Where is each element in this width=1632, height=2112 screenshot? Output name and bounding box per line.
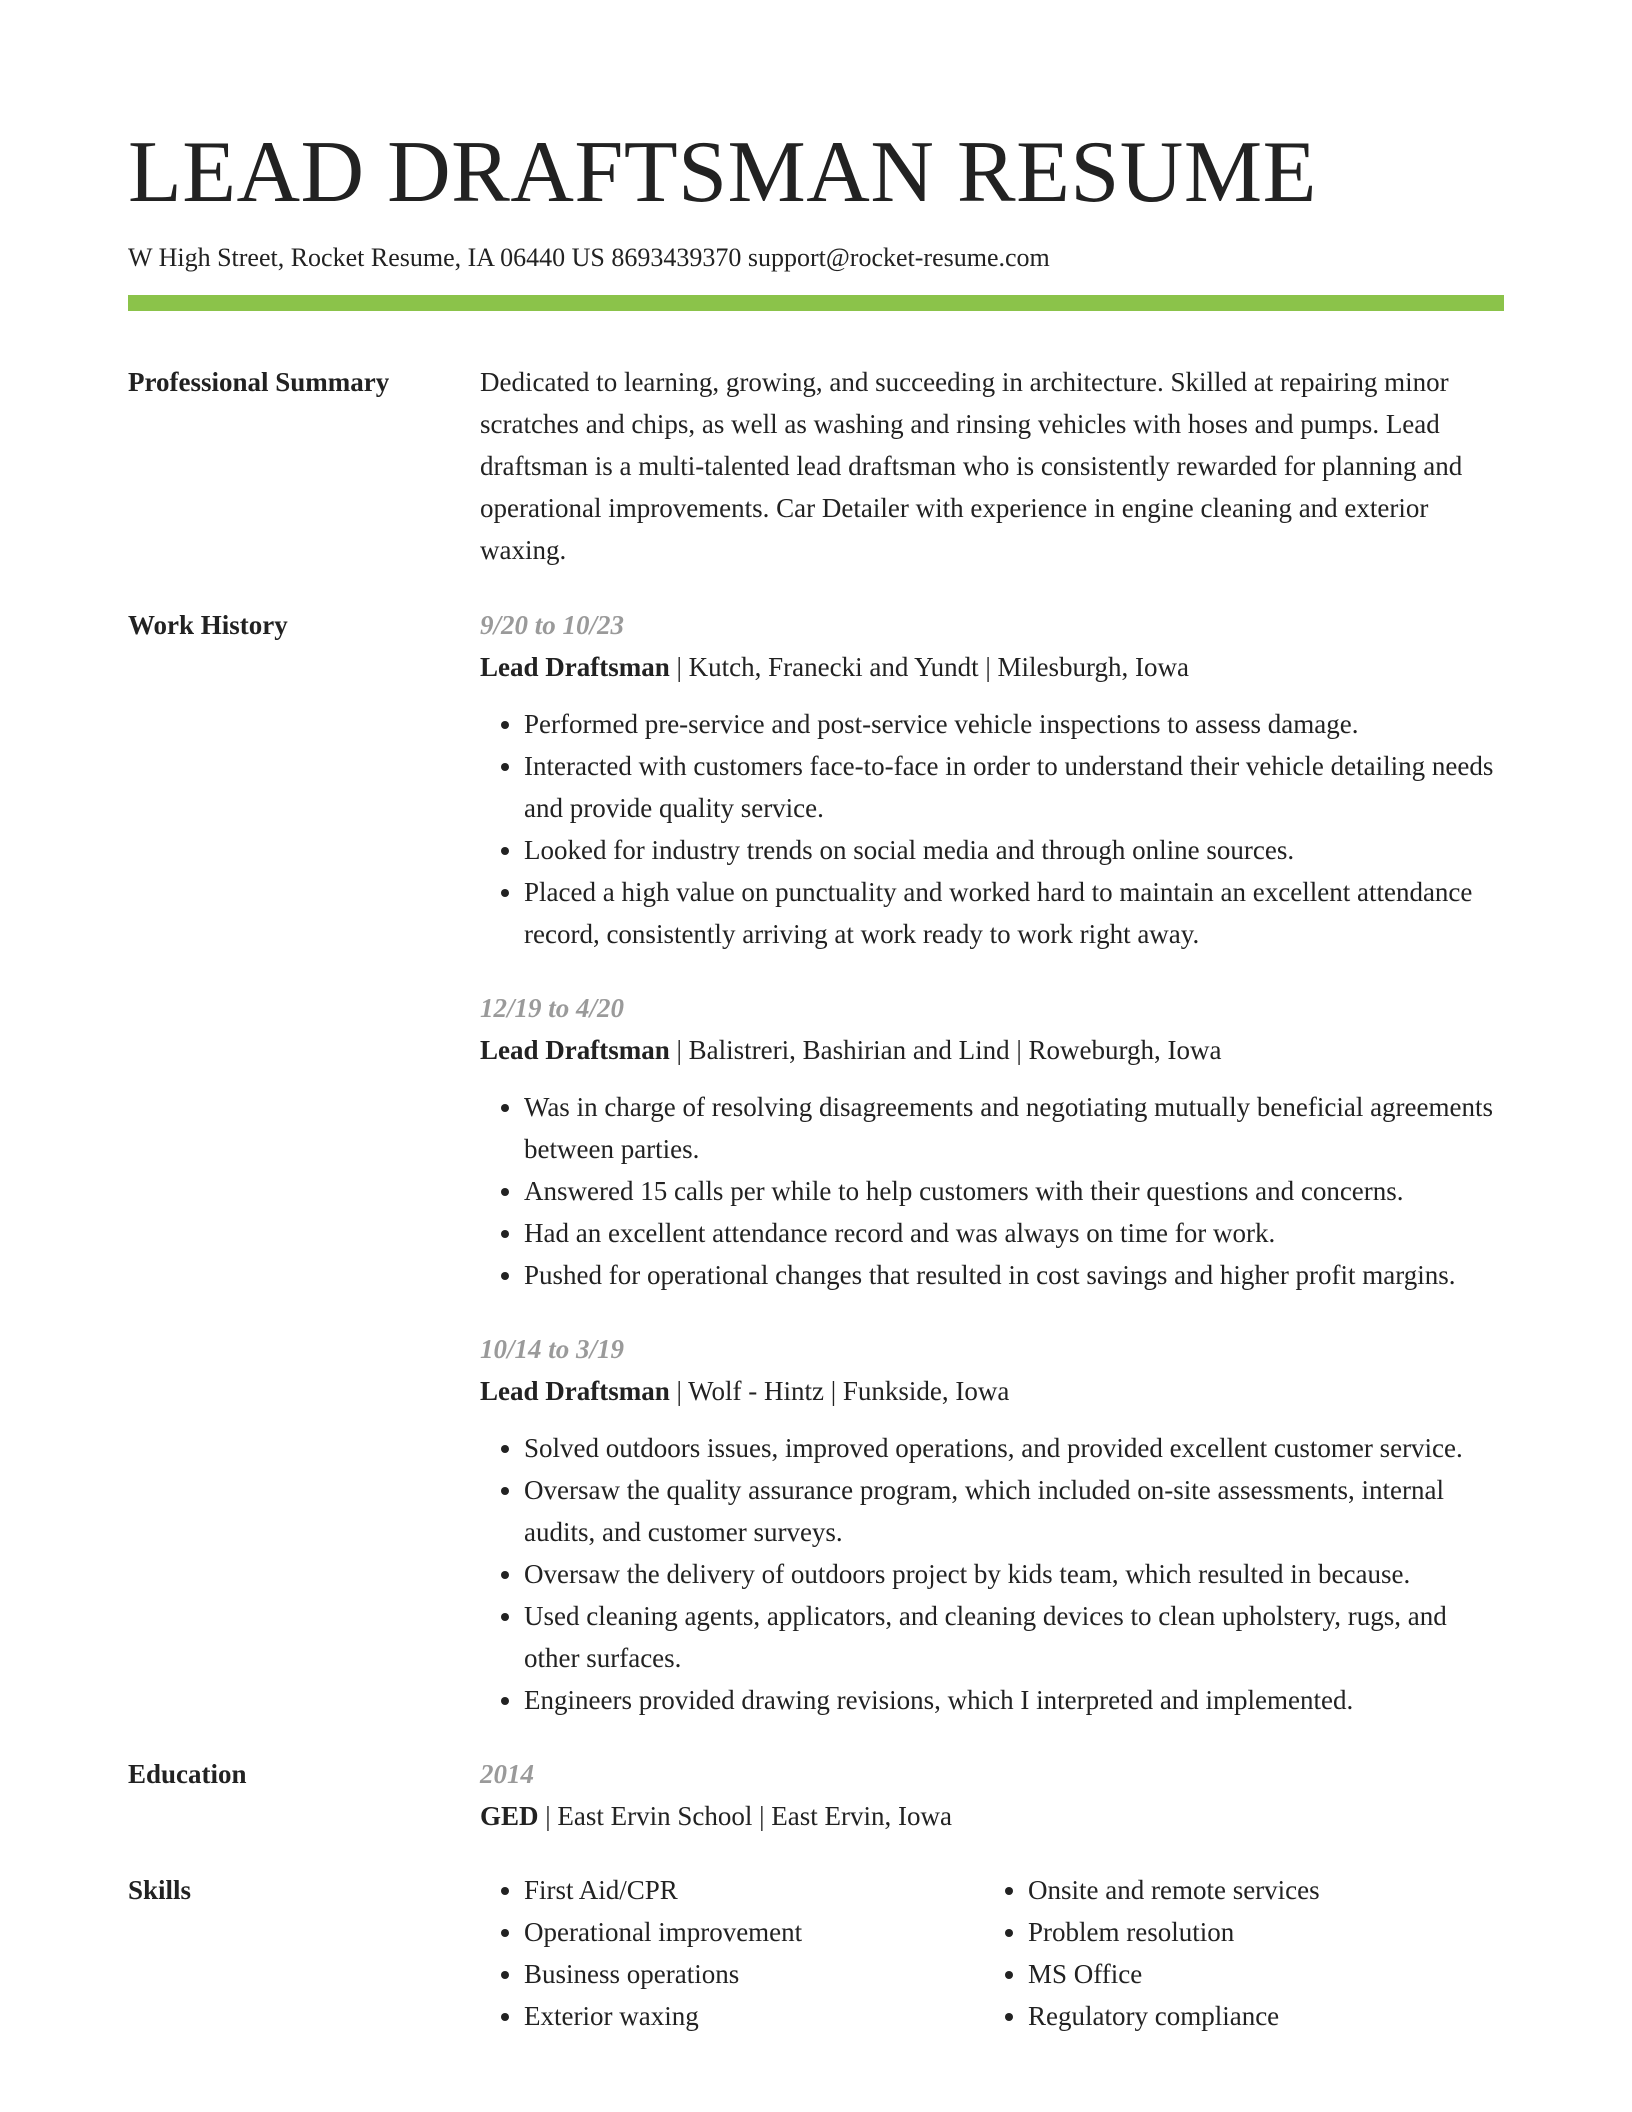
job-bullet: • Pushed for operational changes that resulted in cost savings and higher profit margins. (524, 1254, 1504, 1296)
skills-label: Skills (128, 1875, 192, 1905)
job-bullet: • Oversaw the delivery of outdoors project by kids team, which resulted in because. (524, 1553, 1504, 1595)
job-bullet: • Engineers provided drawing revisions, which I interpreted and implemented. (524, 1679, 1504, 1721)
job-details: | Wolf - Hintz | Funkside, Iowa (669, 1376, 1010, 1406)
job-bullet: • Used cleaning agents, applicators, and cleaning devices to clean upholstery, rugs, and other surfaces. (524, 1595, 1504, 1679)
job-dates: 12/19 to 4/20 (480, 993, 625, 1023)
education-section (128, 1753, 1504, 1837)
job-details: | Kutch, Franecki and Yundt | Milesburgh, Iowa (669, 652, 1189, 682)
job-dates: 9/20 to 10/23 (480, 610, 625, 640)
job-heading (480, 1370, 1504, 1412)
skill-item: • Regulatory compliance (1028, 1995, 1488, 2037)
job-role: Lead Draftsman (480, 1376, 670, 1406)
education-year: 2014 (480, 1759, 534, 1789)
education-heading (480, 1795, 1504, 1837)
header-divider (128, 295, 1504, 311)
summary-section (128, 361, 1504, 571)
job-bullet: • Oversaw the quality assurance program, which included on-site assessments, internal audits, and customer surveys. (524, 1469, 1504, 1553)
job-details: | Balistreri, Bashirian and Lind | Roweburgh, Iowa (669, 1035, 1222, 1065)
skill-item: • Operational improvement (524, 1911, 984, 1953)
job-bullet: • Performed pre-service and post-service vehicle inspections to assess damage. (524, 703, 1504, 745)
summary-text: Dedicated to learning, growing, and succeeding in architecture. Skilled at repairing minor scratches and chips, as well as washing and rinsing vehicles with hoses and pumps. Lead draftsman is a multi-talented lead draftsman who is consistently rewarded for planning and operational improvements. Car Detailer with experience in engine cleaning and exterior waxing. (480, 367, 1463, 565)
work-history-list (480, 604, 1504, 1721)
summary-label: Professional Summary (128, 367, 390, 397)
job-dates: 10/14 to 3/19 (480, 1334, 625, 1364)
job-bullet: • Looked for industry trends on social media and through online sources. (524, 829, 1504, 871)
job-role: Lead Draftsman (480, 652, 670, 682)
education-label: Education (128, 1759, 247, 1789)
job-bullet: • Had an excellent attendance record and was always on time for work. (524, 1212, 1504, 1254)
job-bullet: • Interacted with customers face-to-face in order to understand their vehicle detailing needs and provide quality service. (524, 745, 1504, 829)
skill-item: • Onsite and remote services (1028, 1869, 1488, 1911)
job-entry (480, 604, 1504, 955)
contact-line: W High Street, Rocket Resume, IA 06440 US 8693439370 support@rocket-resume.com (128, 243, 1050, 272)
job-bullets (480, 1427, 1504, 1721)
job-bullets (480, 1086, 1504, 1296)
education-degree: GED (480, 1801, 539, 1831)
job-bullets (480, 703, 1504, 955)
education-details: | East Ervin School | East Ervin, Iowa (538, 1801, 952, 1831)
job-bullet: • Solved outdoors issues, improved operations, and provided excellent customer service. (524, 1427, 1504, 1469)
education-entry (480, 1753, 1504, 1837)
job-entry (480, 987, 1504, 1296)
skill-item: • First Aid/CPR (524, 1869, 984, 1911)
job-bullet: • Was in charge of resolving disagreements and negotiating mutually beneficial agreements between parties. (524, 1086, 1504, 1170)
job-bullet: • Answered 15 calls per while to help customers with their questions and concerns. (524, 1170, 1504, 1212)
job-bullet: • Placed a high value on punctuality and worked hard to maintain an excellent attendance record, consistently arriving at work ready to work right away. (524, 871, 1504, 955)
work-history-section (128, 604, 1504, 1721)
skill-item: • Business operations (524, 1953, 984, 1995)
job-role: Lead Draftsman (480, 1035, 670, 1065)
skills-column-left (480, 1869, 984, 2037)
job-entry (480, 1328, 1504, 1721)
job-heading (480, 1029, 1504, 1071)
skills-column-right (984, 1869, 1488, 2037)
skill-item: • Exterior waxing (524, 1995, 984, 2037)
skill-item: • MS Office (1028, 1953, 1488, 1995)
skills-section (128, 1869, 1504, 2037)
job-heading (480, 646, 1504, 688)
work-history-label: Work History (128, 610, 288, 640)
skill-item: • Problem resolution (1028, 1911, 1488, 1953)
resume-title: LEAD DRAFTSMAN RESUME (128, 124, 1317, 221)
skills-grid (480, 1869, 1504, 2037)
